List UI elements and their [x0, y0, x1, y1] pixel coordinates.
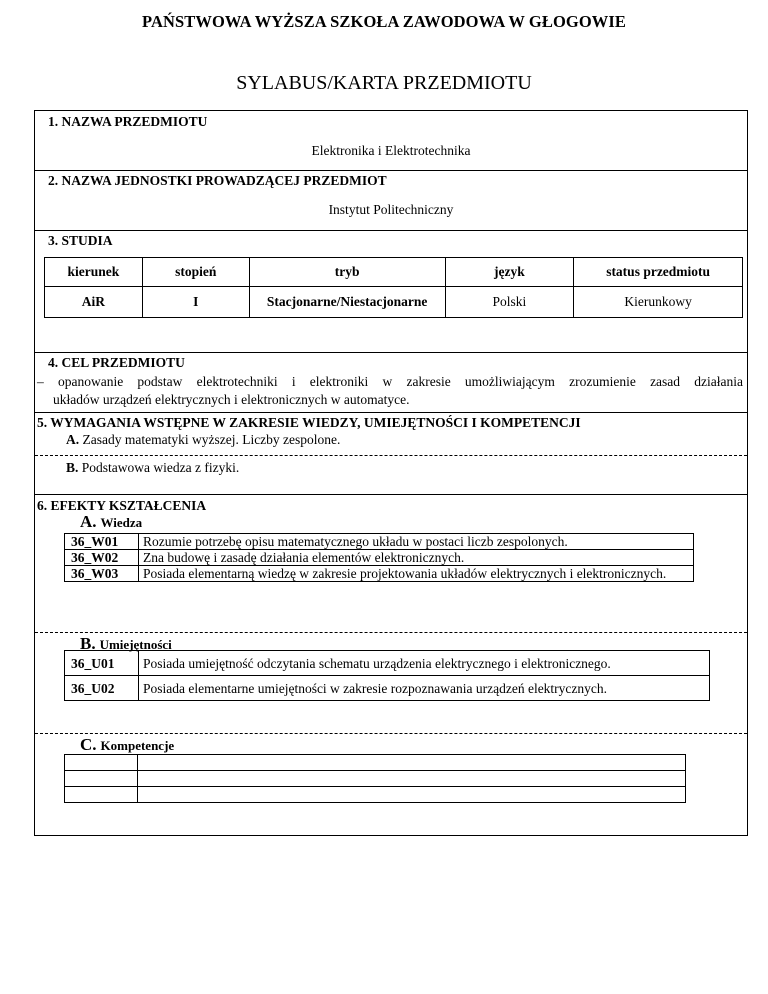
- table-row: [65, 550, 694, 566]
- dashed-divider: [35, 733, 747, 734]
- knowledge-table: [64, 533, 694, 582]
- kompetencje-heading: [80, 735, 174, 755]
- table-row: [65, 651, 710, 676]
- section-3-heading: 3. STUDIA: [48, 233, 113, 248]
- table-row: [65, 566, 694, 582]
- outcome-code: 36_U02: [65, 676, 139, 701]
- umiejetnosci-letter: B.: [80, 634, 96, 653]
- section-1-heading: 1. NAZWA PRZEDMIOTU: [48, 114, 208, 129]
- table-row: [65, 787, 686, 803]
- prereq-b-label: B.: [66, 460, 79, 475]
- value-stopien: I: [142, 287, 249, 318]
- studies-table: [44, 257, 743, 318]
- table-row: [65, 771, 686, 787]
- value-status: Kierunkowy: [574, 287, 743, 318]
- section-2-heading: 2. NAZWA JEDNOSTKI PROWADZĄCEJ PRZEDMIOT: [48, 173, 387, 188]
- section-4-heading: 4. CEL PRZEDMIOTU: [48, 355, 185, 370]
- section-5-heading: 5. WYMAGANIA WSTĘPNE W ZAKRESIE WIEDZY, UMIEJĘTNOŚCI I KOMPETENCJI: [37, 415, 581, 430]
- value-kierunek: AiR: [45, 287, 143, 318]
- umiejetnosci-label: Umiejętności: [99, 637, 172, 652]
- prereq-b-text: Podstawowa wiedza z fizyki.: [81, 460, 240, 475]
- table-row: [65, 755, 686, 771]
- col-kierunek: kierunek: [45, 258, 143, 287]
- table-row: [65, 676, 710, 701]
- outcome-text: Posiada elementarną wiedzę w zakresie projektowania układów elektrycznych i elektronicznych.: [139, 566, 694, 582]
- divider: [35, 352, 747, 353]
- divider: [35, 412, 747, 413]
- empty-cell: [138, 771, 686, 787]
- divider: [35, 170, 747, 171]
- empty-cell: [65, 755, 138, 771]
- empty-cell: [138, 755, 686, 771]
- col-stopien: stopień: [142, 258, 249, 287]
- prereq-a-text: Zasady matematyki wyższej. Liczby zespolone.: [82, 432, 341, 447]
- document-title: SYLABUS/KARTA PRZEDMIOTU: [236, 72, 532, 94]
- col-jezyk: język: [445, 258, 574, 287]
- kompetencje-label: Kompetencje: [100, 738, 175, 753]
- outcome-code: 36_W01: [65, 534, 139, 550]
- studies-header-row: [45, 258, 743, 287]
- empty-cell: [65, 771, 138, 787]
- empty-cell: [65, 787, 138, 803]
- wiedza-label: Wiedza: [100, 515, 143, 530]
- value-tryb: Stacjonarne/Niestacjonarne: [249, 287, 445, 318]
- outcome-text: Posiada elementarne umiejętności w zakresie rozpoznawania urządzeń elektrycznych.: [139, 676, 710, 701]
- outcome-text: Rozumie potrzebę opisu matematycznego układu w postaci liczb zespolonych.: [139, 534, 694, 550]
- skills-table: [64, 650, 710, 701]
- wiedza-letter: A.: [80, 512, 97, 531]
- competence-table: [64, 754, 686, 803]
- prereq-a: [66, 432, 340, 448]
- kompetencje-letter: C.: [80, 735, 97, 754]
- objective-line-2: układów urządzeń elektrycznych i elektronicznych w automatyce.: [53, 392, 410, 407]
- prereq-a-label: A.: [66, 432, 80, 447]
- objective-line-1: – opanowanie podstaw elektrotechniki i elektroniki w zakresie umożliwiającym zrozumienie zasad działania: [37, 374, 743, 389]
- unit-name: Instytut Politechniczny: [328, 202, 454, 217]
- section-6-heading: 6. EFEKTY KSZTAŁCENIA: [37, 498, 207, 513]
- col-tryb: tryb: [249, 258, 445, 287]
- university-name: PAŃSTWOWA WYŻSZA SZKOŁA ZAWODOWA W GŁOGOWIE: [141, 12, 626, 31]
- divider: [35, 494, 747, 495]
- dashed-divider: [35, 455, 747, 456]
- outcome-text: Zna budowę i zasadę działania elementów elektronicznych.: [139, 550, 694, 566]
- studies-value-row: [45, 287, 743, 318]
- empty-cell: [138, 787, 686, 803]
- col-status: status przedmiotu: [574, 258, 743, 287]
- dashed-divider: [35, 632, 747, 633]
- wiedza-heading: [80, 512, 142, 532]
- prereq-b: [66, 460, 239, 476]
- value-jezyk: Polski: [445, 287, 574, 318]
- outcome-text: Posiada umiejętność odczytania schematu urządzenia elektrycznego i elektronicznego.: [139, 651, 710, 676]
- course-name: Elektronika i Elektrotechnika: [311, 143, 471, 158]
- divider: [35, 230, 747, 231]
- outcome-code: 36_W03: [65, 566, 139, 582]
- outcome-code: 36_U01: [65, 651, 139, 676]
- table-row: [65, 534, 694, 550]
- outcome-code: 36_W02: [65, 550, 139, 566]
